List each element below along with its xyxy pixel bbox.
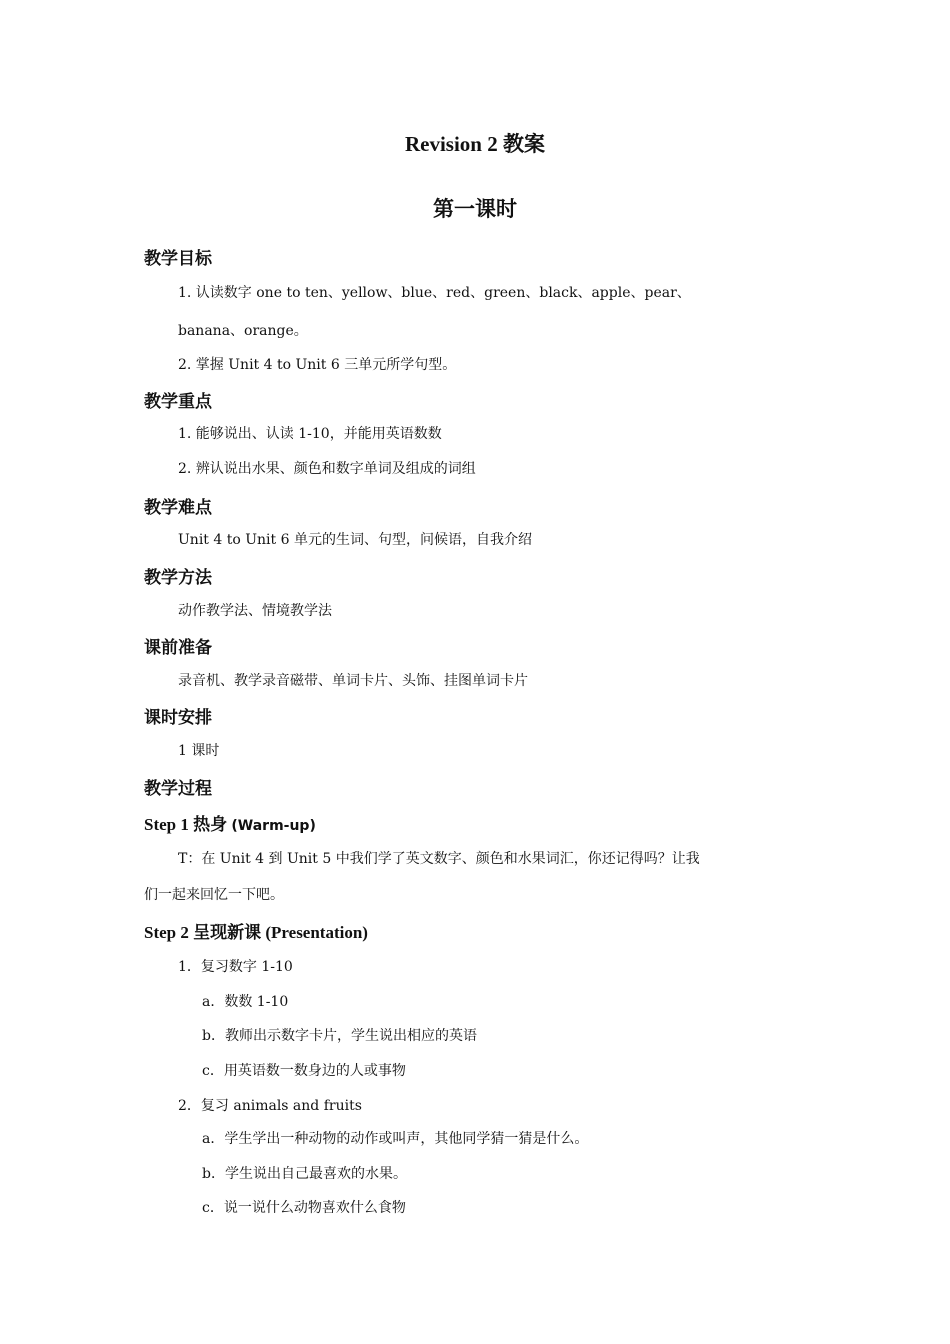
difficulties-text: Unit 4 to Unit 6 单元的生词、句型，问候语，自我介绍 (178, 532, 532, 548)
review-1-b: b．教师出示数字卡片，学生说出相应的英语 (202, 1028, 477, 1044)
goal-item-1-cont: banana、orange。 (178, 323, 308, 339)
heading-methods: 教学方法 (144, 568, 212, 588)
key-point-1: 1. 能够说出、认读 1-10，并能用英语数数 (178, 426, 442, 442)
review-2-c: c．说一说什么动物喜欢什么食物 (202, 1200, 406, 1216)
review-2-b: b．学生说出自己最喜欢的水果。 (202, 1166, 407, 1182)
heading-difficulties: 教学难点 (144, 498, 212, 518)
goal-item-2: 2. 掌握 Unit 4 to Unit 6 三单元所学句型。 (178, 357, 457, 373)
preparation-text: 录音机、教学录音磁带、单词卡片、头饰、挂图单词卡片 (178, 673, 528, 689)
review-2-a: a．学生学出一种动物的动作或叫声，其他同学猜一猜是什么。 (202, 1131, 589, 1147)
methods-text: 动作教学法、情境教学法 (178, 603, 332, 619)
heading-schedule: 课时安排 (144, 708, 212, 728)
step-1-english: (Warm-up) (231, 818, 316, 834)
key-point-2: 2. 辨认说出水果、颜色和数字单词及组成的词组 (178, 461, 476, 477)
step-1-line-2: 们一起来回忆一下吧。 (144, 887, 284, 903)
document-title: Revision 2 教案 (404, 132, 545, 156)
step-1-heading (144, 810, 316, 835)
heading-process: 教学过程 (144, 779, 212, 799)
review-1: 1．复习数字 1-10 (178, 959, 293, 975)
step-2-heading: Step 2 呈现新课 (Presentation) (144, 923, 368, 942)
step-1-label: Step 1 热身 (144, 815, 232, 834)
heading-key-points: 教学重点 (144, 392, 212, 412)
schedule-text: 1 课时 (178, 743, 220, 759)
review-1-a: a．数数 1-10 (202, 994, 289, 1010)
review-1-c: c．用英语数一数身边的人或事物 (202, 1063, 406, 1079)
lesson-title: 第一课时 (433, 197, 517, 221)
heading-goals: 教学目标 (144, 249, 212, 269)
heading-preparation: 课前准备 (144, 638, 212, 658)
step-1-line-1: T：在 Unit 4 到 Unit 5 中我们学了英文数字、颜色和水果词汇，你还记得吗？让我 (178, 851, 700, 867)
review-2: 2．复习 animals and fruits (178, 1098, 362, 1114)
goal-item-1: 1. 认读数字 one to ten、yellow、blue、red、green、black、apple、pear、 (178, 285, 691, 301)
